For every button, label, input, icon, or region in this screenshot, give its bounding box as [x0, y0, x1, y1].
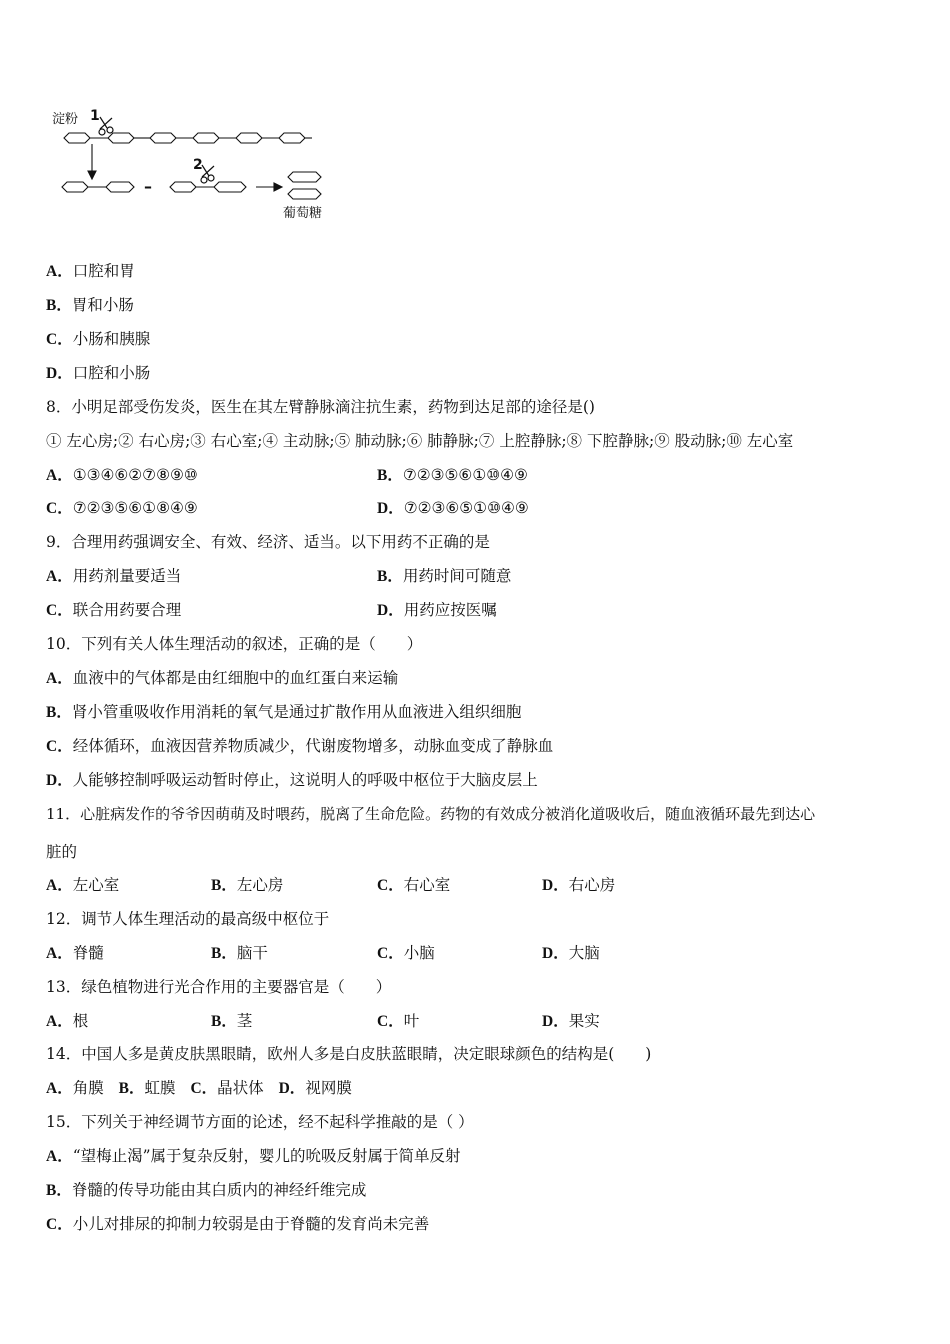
option-letter: C． — [46, 331, 73, 348]
q7-option-d — [46, 363, 150, 384]
option-text: ⑦②③⑤⑥①⑧④⑨ — [72, 499, 198, 517]
option-letter: A． — [46, 1013, 73, 1030]
option-text: 联合用药要合理 — [72, 601, 182, 619]
q10-stem: 10．下列有关人体生理活动的叙述，正确的是（ ） — [46, 635, 423, 653]
option-text: “望梅止渴”属于复杂反射，婴儿的吮吸反射属于简单反射 — [72, 1147, 461, 1165]
option-text: 口腔和胃 — [72, 262, 135, 280]
q8-option-c — [46, 499, 198, 517]
q14-stem: 14．中国人多是黄皮肤黑眼睛，欧州人多是白皮肤蓝眼睛，决定眼球颜色的结构是( ) — [46, 1045, 652, 1063]
q8-option-a — [46, 466, 198, 484]
q12-option-c — [377, 943, 435, 964]
q10-option-c — [46, 736, 553, 757]
option-letter: D． — [46, 772, 73, 789]
step-2-label: 2 — [193, 157, 203, 173]
option-letter: A． — [46, 670, 73, 687]
option-text: 胃和小肠 — [71, 296, 134, 314]
q14-option-d — [279, 1079, 352, 1097]
scissors-icon — [99, 117, 113, 135]
option-text: 血液中的气体都是由红细胞中的血红蛋白来运输 — [72, 669, 399, 687]
q12-stem: 12．调节人体生理活动的最高级中枢位于 — [46, 910, 330, 928]
option-letter: B． — [377, 568, 403, 585]
option-letter: D． — [278, 1080, 306, 1097]
option-letter: D． — [542, 945, 569, 962]
q8-options-row-1 — [46, 465, 906, 486]
q8-option-d — [377, 498, 529, 519]
option-letter: A． — [46, 877, 73, 894]
arrow-down-icon — [88, 144, 96, 179]
separator-dash: – — [144, 177, 152, 196]
option-text: 脑干 — [236, 944, 268, 962]
q12-option-b — [211, 943, 268, 964]
option-text: 小肠和胰腺 — [72, 330, 151, 348]
option-letter: D． — [542, 877, 569, 894]
q14-option-b — [119, 1079, 176, 1097]
option-text: 虹膜 — [144, 1079, 176, 1097]
q15-option-b — [46, 1180, 366, 1201]
option-letter: C． — [377, 1013, 404, 1030]
q11-stem-line-2: 脏的 — [46, 843, 78, 861]
option-text: 晶状体 — [217, 1079, 264, 1097]
option-text: 果实 — [568, 1012, 600, 1030]
option-letter: C． — [46, 500, 73, 517]
option-letter: B． — [211, 877, 237, 894]
q8-option-b — [377, 465, 528, 486]
scissors-icon — [201, 165, 214, 183]
q9-option-c — [46, 601, 181, 619]
option-letter: A． — [46, 467, 73, 484]
option-text: 叶 — [403, 1012, 420, 1030]
option-letter: A． — [46, 1080, 73, 1097]
q12-option-d — [542, 943, 600, 964]
option-text: 右心室 — [403, 876, 451, 894]
q9-stem: 9．合理用药强调安全、有效、经济、适当。以下用药不正确的是 — [46, 533, 490, 551]
option-text: 茎 — [236, 1012, 253, 1030]
option-letter: A． — [46, 263, 73, 280]
option-letter: A． — [46, 568, 73, 585]
option-letter: B． — [211, 1013, 237, 1030]
option-text: 经体循环，血液因营养物质减少，代谢废物增多，动脉血变成了静脉血 — [72, 737, 554, 755]
maltose-chain — [62, 182, 134, 192]
q10-option-b — [46, 702, 521, 723]
option-text: 口腔和小肠 — [72, 364, 151, 382]
option-text: 大脑 — [568, 944, 600, 962]
option-text: 小脑 — [403, 944, 435, 962]
option-text: ⑦②③⑤⑥①⑩④⑨ — [402, 466, 528, 484]
q13-stem: 13．绿色植物进行光合作用的主要器官是（ ） — [46, 978, 392, 996]
option-text: 用药应按医嘱 — [403, 601, 497, 619]
q11-option-c — [377, 875, 450, 896]
q7-option-b — [46, 295, 134, 316]
option-letter: C． — [46, 1216, 73, 1233]
q14-options — [46, 1078, 352, 1099]
option-letter: D． — [46, 365, 73, 382]
step-1-label: 1 — [90, 108, 100, 124]
option-text: ①③④⑥②⑦⑧⑨⑩ — [72, 466, 198, 484]
option-text: 右心房 — [568, 876, 616, 894]
glucose-units — [288, 172, 321, 199]
option-letter: C． — [377, 877, 404, 894]
q8-options-row-2 — [46, 498, 906, 519]
starch-label: 淀粉 — [52, 112, 79, 127]
q10-option-a — [46, 668, 398, 689]
q13-option-d — [542, 1011, 600, 1032]
q14-option-c — [190, 1079, 263, 1097]
q9-options-row-1 — [46, 566, 906, 587]
q9-options-row-2 — [46, 600, 906, 621]
option-letter: B． — [118, 1080, 145, 1097]
option-text: 用药时间可随意 — [402, 567, 512, 585]
arrow-right-icon — [256, 183, 282, 191]
option-letter: C． — [190, 1080, 218, 1097]
option-text: 用药剂量要适当 — [72, 567, 182, 585]
option-text: 左心室 — [72, 876, 120, 894]
option-letter: B． — [211, 945, 237, 962]
q8-stem: 8．小明足部受伤发炎，医生在其左臂静脉滴注抗生素，药物到达足部的途径是() — [46, 398, 595, 416]
q15-option-a — [46, 1146, 461, 1167]
q10-option-d — [46, 770, 538, 791]
option-text: 脊髓的传导功能由其白质内的神经纤维完成 — [71, 1181, 367, 1199]
q8-items: ① 左心房;② 右心房;③ 右心室;④ 主动脉;⑤ 肺动脉;⑥ 肺静脉;⑦ 上腔静脉;⑧ 下腔静脉;⑨ 股动脉;⑩ 左心室 — [46, 432, 794, 450]
q15-stem: 15．下列关于神经调节方面的论述，经不起科学推敲的是（ ） — [46, 1113, 474, 1131]
q15-option-c — [46, 1214, 429, 1235]
option-text: 小儿对排尿的抑制力较弱是由于脊髓的发育尚未完善 — [72, 1215, 430, 1233]
starch-digestion-diagram — [50, 102, 350, 222]
option-letter: A． — [46, 945, 73, 962]
option-letter: C． — [377, 945, 404, 962]
q13-option-a — [46, 1011, 88, 1032]
option-letter: B． — [46, 297, 72, 314]
option-text: 根 — [72, 1012, 89, 1030]
q12-option-a — [46, 943, 104, 964]
option-text: ⑦②③⑥⑤①⑩④⑨ — [403, 499, 529, 517]
q11-option-d — [542, 875, 615, 896]
option-text: 角膜 — [72, 1079, 104, 1097]
q7-option-a — [46, 261, 135, 282]
q13-option-c — [377, 1011, 419, 1032]
option-text: 左心房 — [236, 876, 284, 894]
q9-option-d — [377, 600, 497, 621]
q9-option-a — [46, 567, 181, 585]
q13-option-b — [211, 1011, 252, 1032]
q7-option-c — [46, 329, 150, 350]
q11-stem-line-1: 11．心脏病发作的爷爷因萌萌及时喂药，脱离了生命危险。药物的有效成分被消化道吸收后，随血液循环最先到达心 — [46, 805, 816, 823]
option-letter: D． — [542, 1013, 569, 1030]
option-letter: B． — [46, 704, 72, 721]
option-letter: D． — [377, 500, 404, 517]
option-text: 脊髓 — [72, 944, 104, 962]
glucose-label: 葡萄糖 — [283, 206, 323, 221]
option-letter: D． — [377, 602, 404, 619]
option-letter: B． — [377, 467, 403, 484]
option-text: 肾小管重吸收作用消耗的氧气是通过扩散作用从血液进入组织细胞 — [71, 703, 522, 721]
option-text: 人能够控制呼吸运动暂时停止，这说明人的呼吸中枢位于大脑皮层上 — [72, 771, 538, 789]
maltose-unit — [170, 182, 246, 192]
option-letter: B． — [46, 1182, 72, 1199]
option-letter: C． — [46, 738, 73, 755]
q11-option-b — [211, 875, 283, 896]
q14-option-a — [46, 1079, 104, 1097]
option-text: 视网膜 — [305, 1079, 352, 1097]
q9-option-b — [377, 566, 511, 587]
option-letter: C． — [46, 602, 73, 619]
option-letter: A． — [46, 1148, 73, 1165]
q11-option-a — [46, 875, 119, 896]
